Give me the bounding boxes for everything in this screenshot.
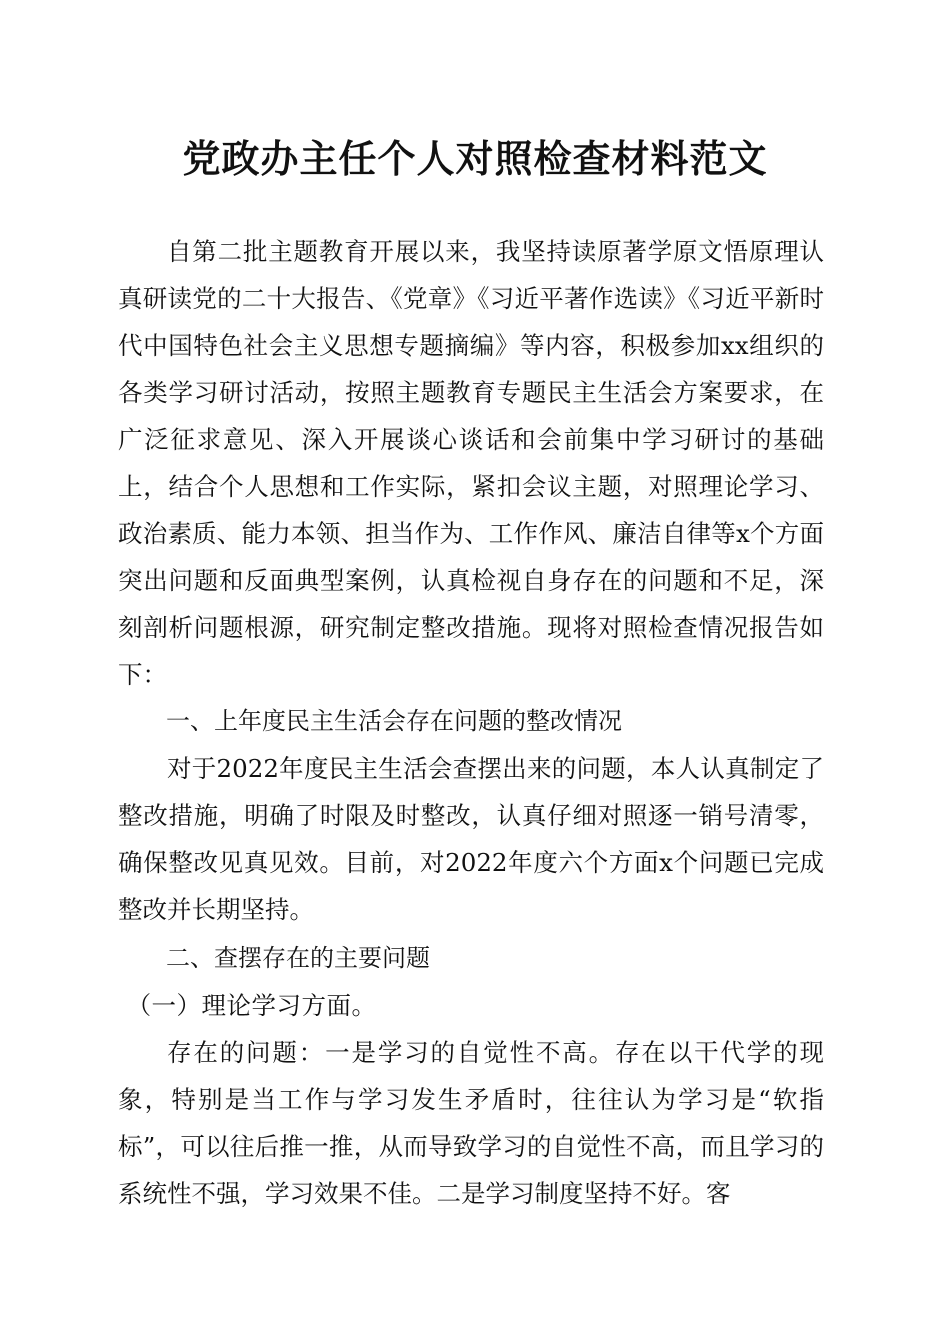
subsection1-heading: （一）理论学习方面。 xyxy=(126,991,377,1020)
document-title: 党政办主任个人对照检查材料范文 xyxy=(182,136,768,181)
section2-heading: 二、查摆存在的主要问题 xyxy=(166,944,430,972)
document-body xyxy=(118,228,824,1217)
intro-paragraph: 自第二批主题教育开展以来，我坚持读原著学原文悟原理认真研读党的二十大报告、《党章》《习近平著作选读》《习近平新时代中国特色社会主义思想专题摘编》等内容，积极参加xx组织的各类学习研讨活动，按照主题教育专题民主生活会方案要求，在广泛征求意见、深入开展谈心谈话和会前集中学习研讨的基础上，结合个人思想和工作实际，紧扣会议主题，对照理论学习、政治素质、能力本领、担当作为、工作作风、廉洁自律等x个方面突出问题和反面典型案例，认真检视自身存在的问题和不足，深刻剖析问题根源，研究制定整改措施。现将对照检查情况报告如下： xyxy=(118,237,824,689)
subsection1-paragraph: 存在的问题：一是学习的自觉性不高。存在以干代学的现象，特别是当工作与学习发生矛盾时，往往认为学习是“软指标”，可以往后推一推，从而导致学习的自觉性不高，而且学习的系统性不强，学习效果不佳。二是学习制度坚持不好。客 xyxy=(118,1038,824,1208)
section1-paragraph: 对于2022年度民主生活会查摆出来的问题，本人认真制定了整改措施，明确了时限及时整改，认真仔细对照逐一销号清零，确保整改见真见效。目前，对2022年度六个方面x个问题已完成整改并长期坚持。 xyxy=(118,754,824,924)
section1-heading: 一、上年度民主生活会存在问题的整改情况 xyxy=(166,707,622,735)
